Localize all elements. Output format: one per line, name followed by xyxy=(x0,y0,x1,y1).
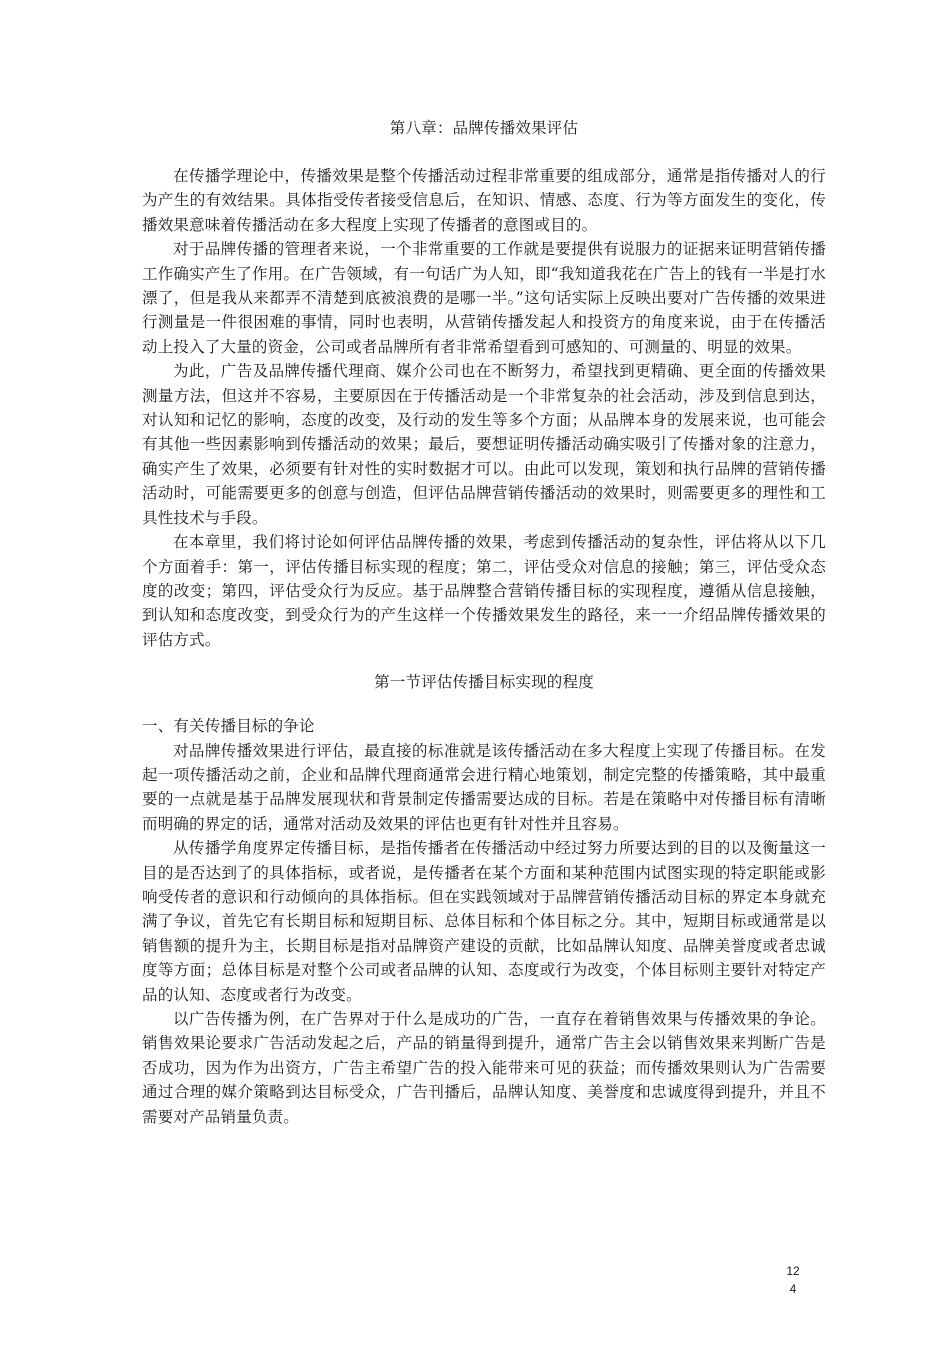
intro-paragraph: 为此，广告及品牌传播代理商、媒介公司也在不断努力，希望找到更精确、更全面的传播效果测量方法，但这并不容易，主要原因在于传播活动是一个非常复杂的社会活动，涉及到信息到达，对认知和记忆的影响，态度的改变，及行动的发生等多个方面；从品牌本身的发展来说，也可能会有其他一些因素影响到传播活动的效果；最后，要想证明传播活动确实吸引了传播对象的注意力，确实产生了效果，必须要有针对性的实时数据才可以。由此可以发现，策划和执行品牌的营销传播活动时，可能需要更多的创意与创造，但评估品牌营销传播活动的效果时，则需要更多的理性和工具性技术与手段。 xyxy=(142,362,826,527)
section-paragraph: 对品牌传播效果进行评估，最直接的标准就是该传播活动在多大程度上实现了传播目标。在发起一项传播活动之前，企业和品牌代理商通常会进行精心地策划，制定完整的传播策略，其中最重要的一点就是基于品牌发展现状和背景制定传播需要达成的目标。若是在策略中对传播目标有清晰而明确的界定的话，通常对活动及效果的评估也更有针对性并且容易。 xyxy=(142,741,826,833)
chapter-title: 第八章：品牌传播效果评估 xyxy=(389,119,579,137)
intro-paragraph: 在本章里，我们将讨论如何评估品牌传播的效果，考虑到传播活动的复杂性，评估将从以下几个方面着手：第一，评估传播目标实现的程度；第二，评估受众对信息的接触；第三，评估受众态度的改变；第四，评估受众行为反应。基于品牌整合营销传播目标的实现程度，遵循从信息接触，到认知和态度改变，到受众行为的产生这样一个传播效果发生的路径，来一一介绍品牌传播效果的评估方式。 xyxy=(142,533,826,649)
section-title: 第一节评估传播目标实现的程度 xyxy=(374,673,594,692)
intro-paragraph: 对于品牌传播的管理者来说，一个非常重要的工作就是要提供有说服力的证据来证明营销传播工作确实产生了作用。在广告领域，有一句话广为人知，即“我知道我花在广告上的钱有一半是打水漂了，但是我从来都弄不清楚到底被浪费的是哪一半。”这句话实际上反映出要对广告传播的效果进行测量是一件很困难的事情，同时也表明，从营销传播发起人和投资方的角度来说，由于在传播活动上投入了大量的资金，公司或者品牌所有者非常希望看到可感知的、可测量的、明显的效果。 xyxy=(142,240,826,356)
section-paragraph: 从传播学角度界定传播目标，是指传播者在传播活动中经过努力所要达到的目的以及衡量这一目的是否达到了的具体指标，或者说，是传播者在某个方面和某种范围内试图实现的特定职能或影响受传者的意识和行动倾向的具体指标。但在实践领域对于品牌营销传播活动目标的界定本身就充满了争议，首先它有长期目标和短期目标、总体目标和个体目标之分。其中，短期目标或通常是以销售额的提升为主，长期目标是指对品牌资产建设的贡献，比如品牌认知度、品牌美誉度或者忠诚度等方面；总体目标是对整个公司或者品牌的认知、态度或行为改变，个体目标则主要针对特定产品的认知、态度或者行为改变。 xyxy=(142,839,826,1004)
page-number: 124 xyxy=(786,1264,800,1296)
section-paragraph: 以广告传播为例，在广告界对于什么是成功的广告，一直存在着销售效果与传播效果的争论。销售效果论要求广告活动发起之后，产品的销量得到提升，通常广告主会以销售效果来判断广告是否成功，因为作为出资方，广告主希望广告的投入能带来可见的获益；而传播效果则认为广告需要通过合理的媒介策略到达目标受众，广告刊播后，品牌认知度、美誉度和忠诚度得到提升，并且不需要对产品销量负责。 xyxy=(142,1010,826,1126)
intro-paragraph: 在传播学理论中，传播效果是整个传播活动过程非常重要的组成部分，通常是指传播对人的行为产生的有效结果。具体指受传者接受信息后，在知识、情感、态度、行为等方面发生的变化，传播效果意味着传播活动在多大程度上实现了传播者的意图或目的。 xyxy=(142,167,826,234)
subheading: 一、有关传播目标的争论 xyxy=(142,717,315,736)
page-content xyxy=(142,116,826,1129)
